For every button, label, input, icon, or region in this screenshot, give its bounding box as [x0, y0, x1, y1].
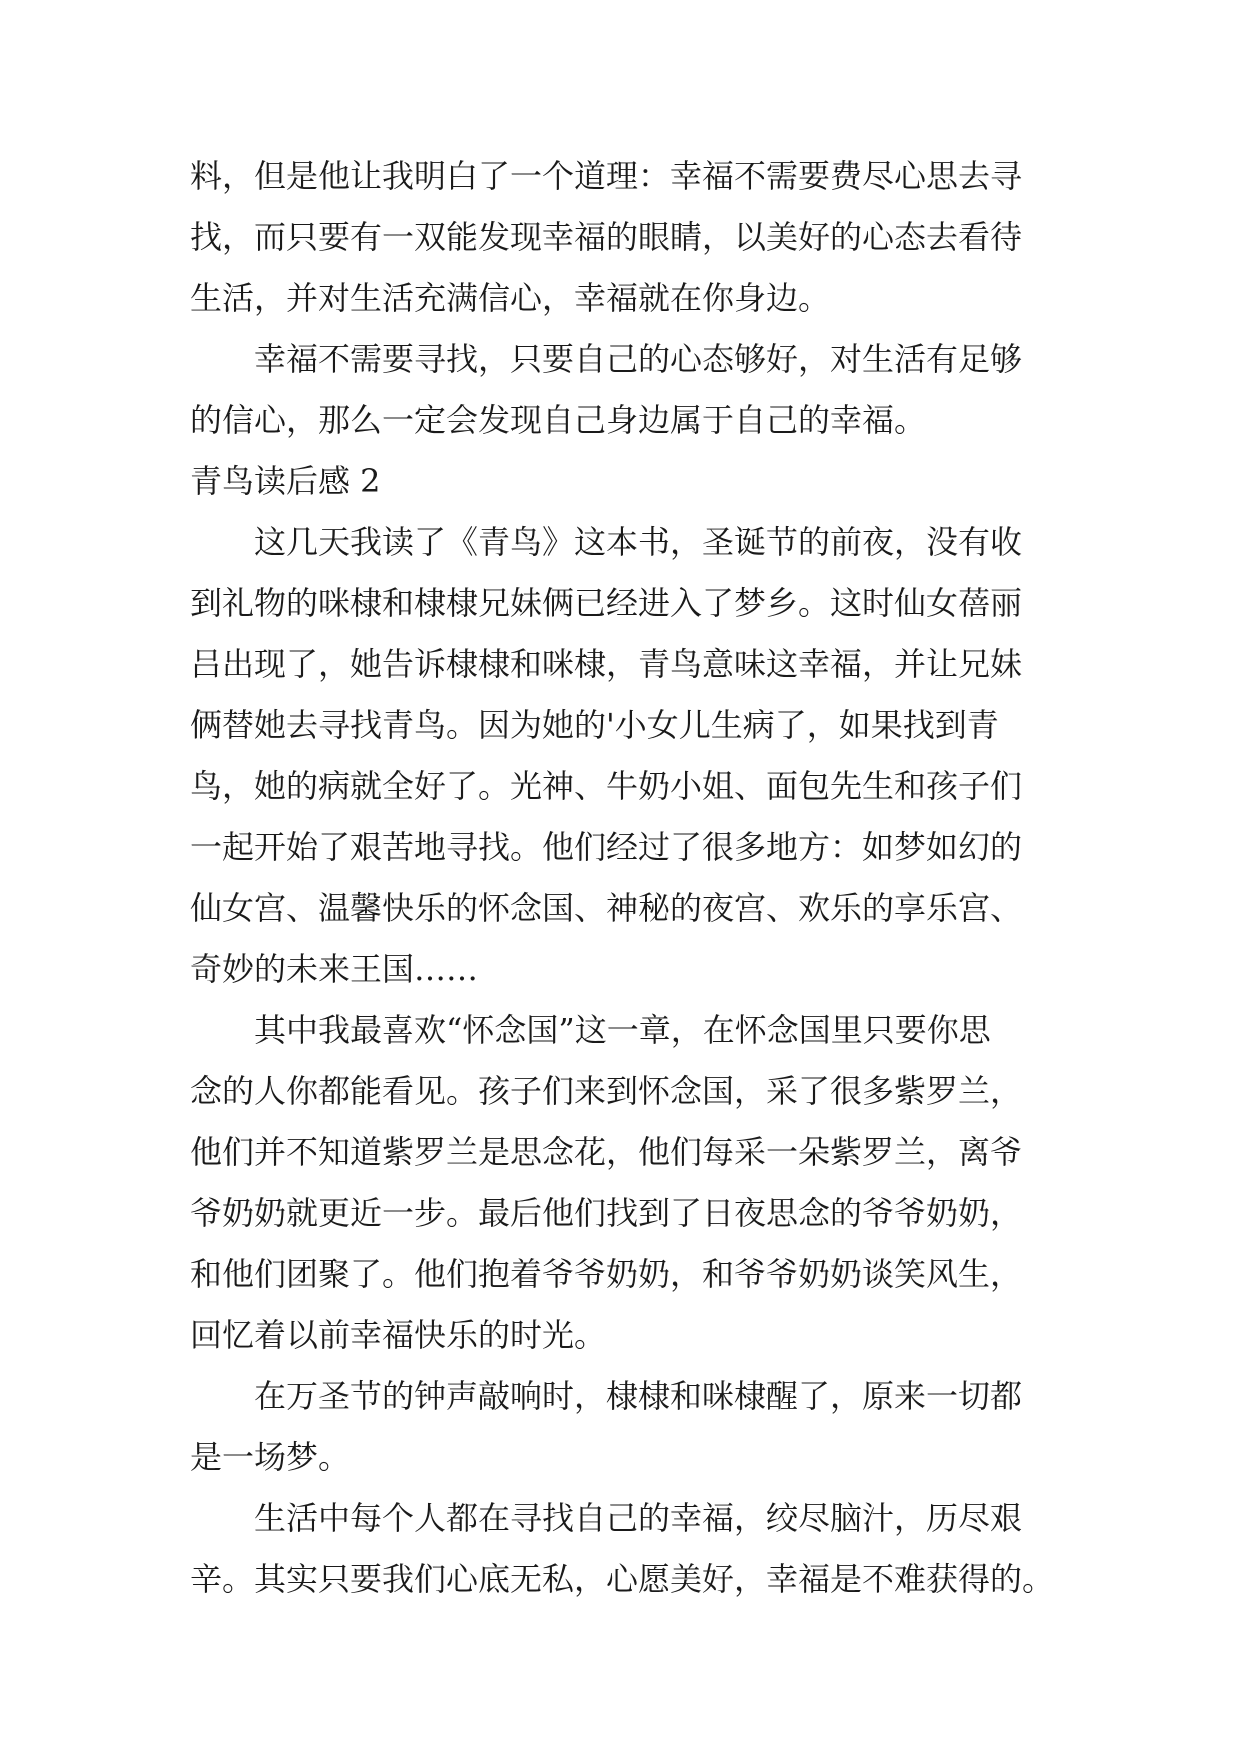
- text-line: 念的人你都能看见。孩子们来到怀念国，采了很多紫罗兰，: [190, 1072, 1023, 1110]
- text-line: 爷奶奶就更近一步。最后他们找到了日夜思念的爷爷奶奶，: [190, 1194, 1023, 1232]
- paragraph-first-line: 生活中每个人都在寻找自己的幸福，绞尽脑汁，历尽艰: [254, 1499, 1023, 1537]
- document-page: [190, 146, 1060, 1610]
- text-line: 鸟，她的病就全好了。光神、牛奶小姐、面包先生和孩子们: [190, 767, 1023, 805]
- text-line: 他们并不知道紫罗兰是思念花，他们每采一朵紫罗兰，离爷: [190, 1133, 1023, 1171]
- text-line: 辛。其实只要我们心底无私，心愿美好，幸福是不难获得的。: [190, 1560, 1055, 1598]
- text-line: 是一场梦。: [190, 1438, 351, 1476]
- paragraph-first-line: 幸福不需要寻找，只要自己的心态够好，对生活有足够: [254, 340, 1023, 378]
- paragraph-first-line: 这几天我读了《青鸟》这本书，圣诞节的前夜，没有收: [254, 523, 1023, 561]
- text-line: 一起开始了艰苦地寻找。他们经过了很多地方：如梦如幻的: [190, 828, 1023, 866]
- text-line: 找，而只要有一双能发现幸福的眼睛，以美好的心态去看待: [190, 218, 1023, 256]
- text-line: 吕出现了，她告诉棣棣和咪棣，青鸟意味这幸福，并让兄妹: [190, 645, 1023, 683]
- text-line: 和他们团聚了。他们抱着爷爷奶奶，和爷爷奶奶谈笑风生，: [190, 1255, 1023, 1293]
- text-line: 回忆着以前幸福快乐的时光。: [190, 1316, 607, 1354]
- section-heading: 青鸟读后感 2: [190, 462, 381, 500]
- text-line: 料，但是他让我明白了一个道理：幸福不需要费尽心思去寻: [190, 157, 1023, 195]
- text-line: 到礼物的咪棣和棣棣兄妹俩已经进入了梦乡。这时仙女蓓丽: [190, 584, 1023, 622]
- text-line: 仙女宫、温馨快乐的怀念国、神秘的夜宫、欢乐的享乐宫、: [190, 889, 1023, 927]
- text-line: 俩替她去寻找青鸟。因为她的'小女儿生病了，如果找到青: [190, 706, 999, 744]
- text-line: 奇妙的未来王国……: [190, 950, 479, 988]
- text-line: 生活，并对生活充满信心，幸福就在你身边。: [190, 279, 831, 317]
- text-line: 的信心，那么一定会发现自己身边属于自己的幸福。: [190, 401, 927, 439]
- paragraph-first-line: 其中我最喜欢“怀念国”这一章，在怀念国里只要你思: [254, 1011, 991, 1049]
- paragraph-first-line: 在万圣节的钟声敲响时，棣棣和咪棣醒了，原来一切都: [254, 1377, 1023, 1415]
